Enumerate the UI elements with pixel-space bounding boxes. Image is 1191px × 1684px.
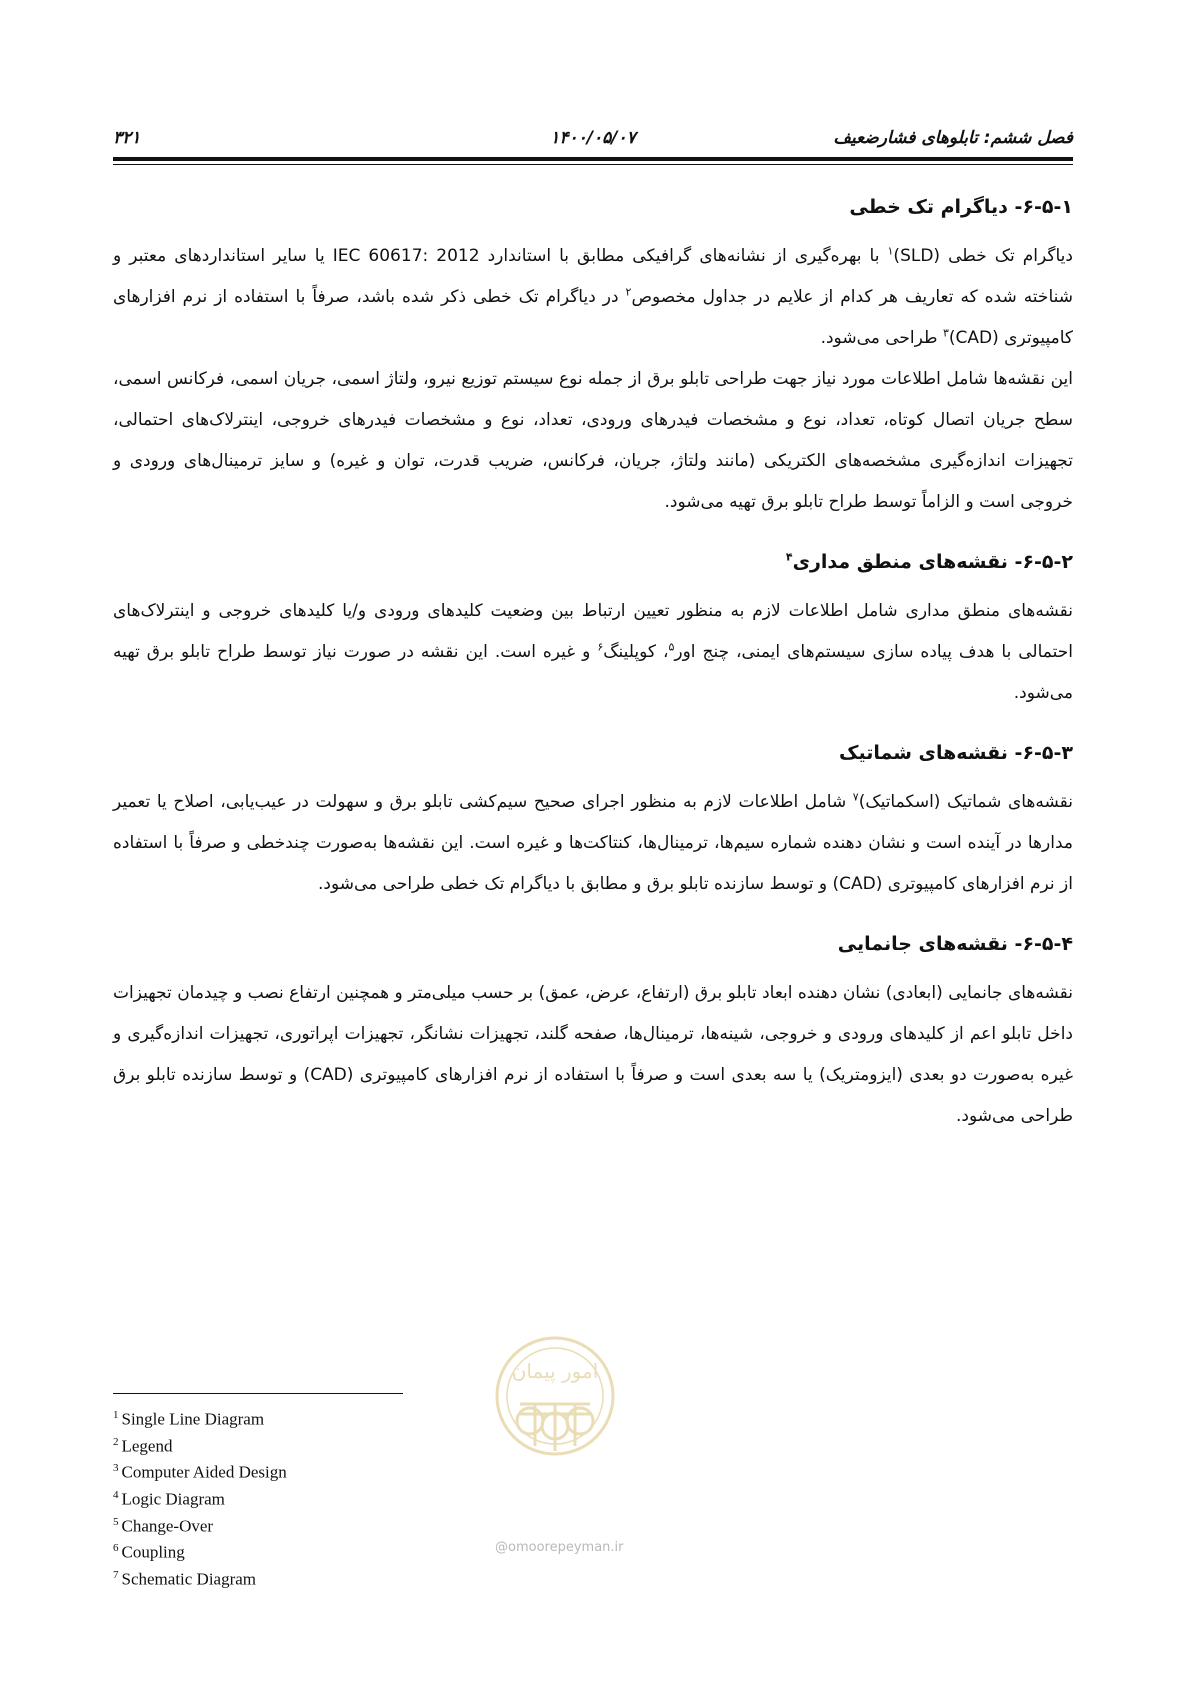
footnote-number: 6 [113, 1542, 119, 1555]
footnote-ref[interactable]: ۴ [785, 550, 793, 564]
text-run: شامل اطلاعات لازم به منظور اجرای صحیح سیم‌کشی تابلو برق و سهولت در عیب‌یابی، اصلاح یا تعمیر مدارها در آینده است و نشان دهنده شماره سیم‌ها، ترمینال‌ها، کنتاکت‌ها و غیره است. این نقشه‌ها به‌صورت چندخطی و صرفاً با استفاده از نرم افزارهای کامپیوتری (CAD) و توسط سازنده تابلو برق و مطابق با دیاگرام تک خطی طراحی می‌شود. [113, 792, 1073, 894]
footnote-text: Computer Aided Design [121, 1462, 287, 1482]
text-run: ، کوپلینگ [603, 642, 669, 662]
text-run: در دیاگرام تک خطی ذکر شده باشد، صرفاً با استفاده از نرم افزارهای کامپیوتری (CAD) [113, 287, 1073, 348]
footnote-text: Legend [121, 1436, 173, 1456]
text-run: و غیره است. این نقشه در صورت نیاز توسط طراح تابلو برق تهیه می‌شود. [113, 642, 1073, 703]
footnote-ref[interactable]: ۱ [887, 244, 894, 258]
footnote-ref[interactable]: ۶ [597, 640, 604, 654]
footnote-ref[interactable]: ۵ [668, 640, 675, 654]
footnote-ref[interactable]: ۳ [942, 326, 949, 340]
paragraph [113, 782, 1073, 905]
text-run: نقشه‌های منطق مداری شامل اطلاعات لازم به منظور تعیین ارتباط بین وضعیت کلیدهای ورودی و/یا کلیدهای خروجی و اینترلاک‌های احتمالی با هدف پیاده سازی سیستم‌های ایمنی، چنج اور [113, 601, 1073, 662]
text-run: دیاگرام تک خطی (SLD) [893, 246, 1073, 266]
section-heading: ۶-۵-۳- نقشه‌های شماتیک [839, 742, 1073, 764]
section-heading: ۶-۵-۱- دیاگرام تک خطی [849, 196, 1073, 218]
section-layout-drawings [113, 927, 1073, 1137]
page-number: ۳۲۱ [113, 128, 141, 148]
footnote-ref[interactable]: ۷ [852, 790, 859, 804]
footnote-number: 3 [113, 1462, 119, 1475]
watermark-logo-icon [490, 1326, 620, 1466]
page-body [113, 190, 1073, 1159]
footnote-number: 5 [113, 1515, 119, 1528]
footnote [113, 1457, 287, 1484]
footnote-text: Change-Over [121, 1516, 214, 1536]
watermark-site: @omoorepeyman.ir [495, 1540, 624, 1555]
footnote-text: Coupling [121, 1542, 185, 1562]
footnote-separator [113, 1393, 403, 1394]
header-date: ۱۴۰۰/۰۵/۰۷ [550, 128, 636, 148]
footnote [113, 1537, 287, 1564]
footnote-number: 4 [113, 1488, 119, 1501]
text-run: طراحی می‌شود. [820, 328, 943, 348]
footnote-number: 7 [113, 1568, 119, 1581]
footnote-number: 1 [113, 1409, 119, 1421]
paragraph [113, 591, 1073, 714]
section-schematic [113, 736, 1073, 905]
text-run: با بهره‌گیری از نشانه‌های گرافیکی مطابق با استاندارد IEC 60617: 2012 یا سایر استانداردهای معتبر و شناخته شده که تعاریف هر کدام از علایم در جداول مخصوص [113, 246, 1073, 307]
section-heading: ۶-۵-۴- نقشه‌های جانمایی [837, 933, 1073, 955]
footnote [113, 1431, 287, 1458]
footnote-text: Schematic Diagram [121, 1569, 257, 1589]
section-heading [113, 545, 1073, 579]
footnote [113, 1404, 287, 1431]
header-rule-thin [113, 164, 1073, 165]
section-single-line-diagram [113, 190, 1073, 523]
section-logic-diagram [113, 545, 1073, 714]
page-header [113, 122, 1073, 152]
header-rule-thick [113, 157, 1073, 161]
paragraph: نقشه‌های جانمایی (ابعادی) نشان دهنده ابعاد تابلو برق (ارتفاع، عرض، عمق) بر حسب میلی‌متر و همچنین ارتفاع نصب و چیدمان تجهیزات داخل تابلو اعم از کلیدهای ورودی و خروجی، شینه‌ها، ترمینال‌ها، صفحه گلند، تجهیزات نشانگر، تجهیزات اپراتوری، تجهیزات اندازه‌گیری و غیره به‌صورت دو بعدی (ایزومتریک) یا سه بعدی است و صرفاً با استفاده از نرم افزارهای کامپیوتری (CAD) و توسط سازنده تابلو برق طراحی می‌شود. [113, 983, 1073, 1126]
footnote-ref[interactable]: ۲ [625, 285, 632, 299]
footnotes [113, 1404, 287, 1591]
footnote-number: 2 [113, 1435, 119, 1448]
footnote-text: Logic Diagram [121, 1489, 225, 1509]
footnote [113, 1511, 287, 1538]
footnote-text: Single Line Diagram [121, 1409, 265, 1429]
footnote [113, 1484, 287, 1511]
paragraph [113, 236, 1073, 359]
footnote [113, 1564, 287, 1591]
text-run: نقشه‌های شماتیک (اسکماتیک) [858, 792, 1074, 812]
paragraph: این نقشه‌ها شامل اطلاعات مورد نیاز جهت طراحی تابلو برق از جمله نوع سیستم توزیع نیرو، ولتاژ اسمی، جریان اسمی، فرکانس اسمی، سطح جریان اتصال کوتاه، تعداد، نوع و مشخصات فیدرهای ورودی، تعداد، نوع و مشخصات فیدرهای خروجی، اینترلاک‌های احتمالی، تجهیزات اندازه‌گیری مشخصه‌های الکتریکی (مانند ولتاژ، جریان، فرکانس، ضریب قدرت، توان و غیره) و سایز ترمینال‌های ورودی و خروجی است و الزاماً توسط طراح تابلو برق تهیه می‌شود. [113, 369, 1073, 512]
heading-text: ۶-۵-۲- نقشه‌های منطق مداری [792, 551, 1073, 573]
chapter-title: فصل ششم: تابلوهای فشارضعیف [833, 128, 1073, 148]
watermark-logo-text: امور پیمان [511, 1359, 599, 1383]
